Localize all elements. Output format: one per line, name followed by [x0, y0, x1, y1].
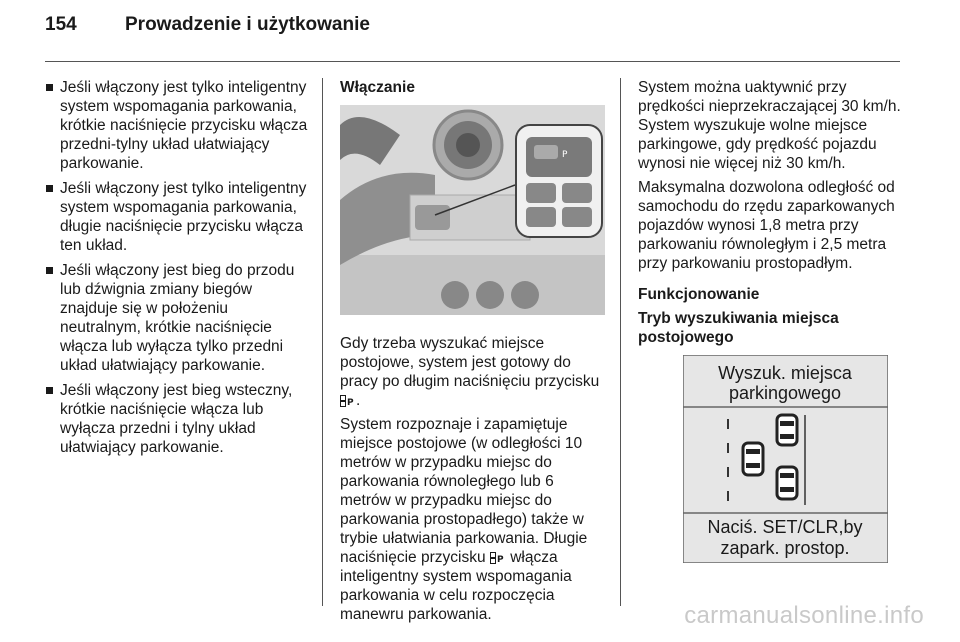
column-divider-1 [322, 78, 323, 606]
paragraph-speed: System można uaktywnić przy prędkości nieprzekraczającej 30 km/h. System wyszukuje wolne miejsce parkingowe, gdy prędkość pojazdu wynosi nie więcej niż 30 km/h. [638, 79, 901, 172]
section-heading-search-mode: Tryb wyszukiwania miejsca postojowego [638, 310, 839, 346]
paragraph-enable: Gdy trzeba wyszukać miejsce postojowe, system jest gotowy do pracy po długim naciśnięciu przycisku P . [340, 335, 600, 409]
page-header [45, 14, 370, 44]
list-item: Jeśli włączony jest tylko inteligentny system wspomagania parkowania, krótkie naciśnięcie przycisku włącza przedni-tylny układ ułatwiający parkowanie. [45, 78, 310, 173]
column-2 [340, 78, 605, 629]
display-top-line-2: parkingowego [728, 383, 842, 403]
display-bottom-line-1: Naciś. SET/CLR,by [707, 517, 863, 537]
svg-text:P: P [347, 397, 354, 407]
header-divider [45, 61, 900, 62]
parking-assist-button-icon [340, 395, 356, 407]
paragraph-recognition: System rozpoznaje i zapamiętuje miejsce postojowe (w odległości 10 metrów w przypadku miejsc do parkowania równoległego lub 6 metrów w przypadku miejsc do parkowania prostopadłego) także w trybie ułatwiania parkowania. Długie naciśnięcie przycisku P włącza inteligentny system wspomagania parkowania w celu rozpoczęcia manewru parkowania. [340, 416, 588, 623]
bullet-list [45, 78, 310, 457]
svg-text:P: P [562, 150, 568, 160]
column-3 [638, 78, 903, 563]
page-title: Prowadzenie i użytkowanie [125, 14, 370, 35]
column-1 [45, 78, 310, 463]
section-heading-enabling: Włączanie [340, 79, 415, 96]
display-bottom-line-2: zapark. prostop. [720, 538, 850, 558]
dashboard-photo [340, 105, 605, 315]
list-item: Jeśli włączony jest bieg wsteczny, krótkie naciśnięcie włącza lub wyłącza przedni i tylny układ ułatwiający parkowanie. [45, 381, 310, 457]
driver-info-display [683, 355, 888, 563]
parking-assist-button-icon [490, 552, 506, 564]
list-item: Jeśli włączony jest bieg do przodu lub dźwignia zmiany biegów znajduje się w położeniu neutralnym, krótkie naciśnięcie włącza lub wyłącza tylko przedni układ ułatwiający parkowanie. [45, 261, 310, 375]
svg-text:P: P [496, 554, 504, 564]
section-heading-function: Funkcjonowanie [638, 286, 760, 303]
paragraph-distance: Maksymalna dozwolona odległość od samochodu do rzędu zaparkowanych pojazdów wynosi 1,8 metra przy parkowaniu równoległym i 2,5 metra przy parkowaniu prostopadłym. [638, 179, 895, 272]
list-item: Jeśli włączony jest tylko inteligentny system wspomagania parkowania, długie naciśnięcie przycisku włącza ten układ. [45, 179, 310, 255]
column-divider-2 [620, 78, 621, 606]
watermark: carmanualsonline.info [684, 602, 924, 629]
display-top-line-1: Wyszuk. miejsca [718, 363, 852, 383]
page-number: 154 [45, 14, 77, 35]
